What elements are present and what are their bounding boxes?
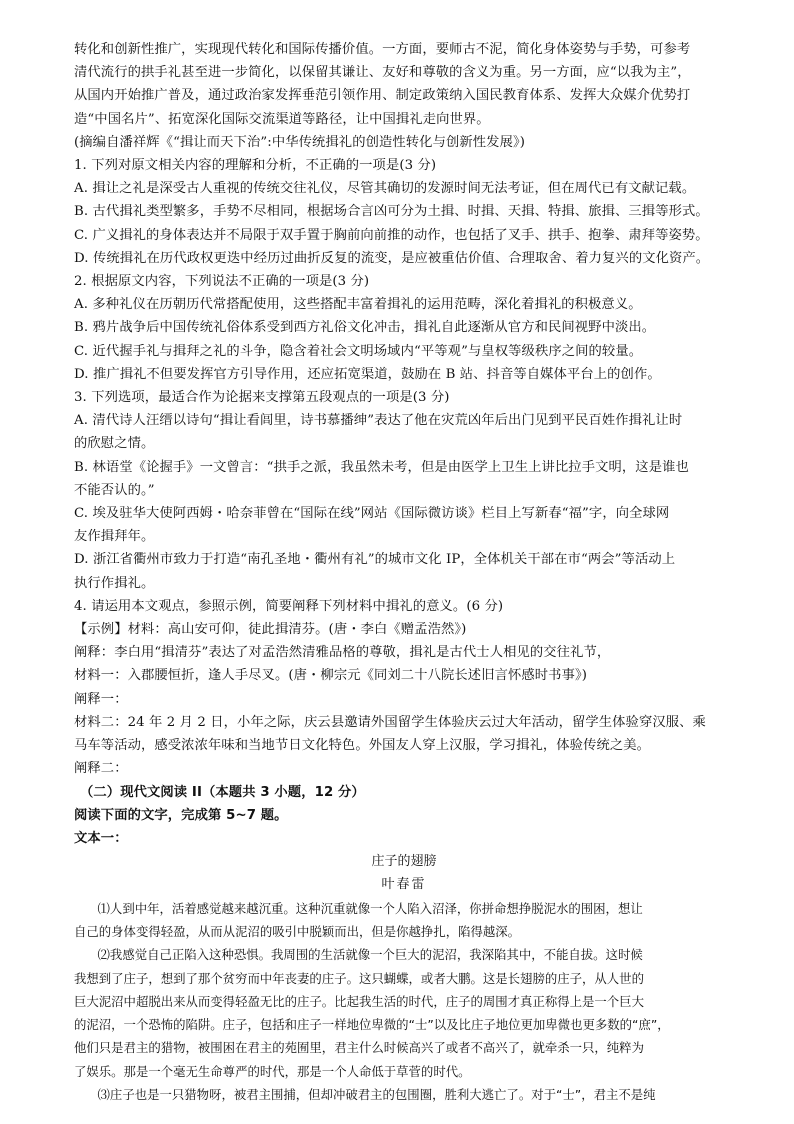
- question-3-option-c: C. 埃及驻华大使阿西姆・哈奈菲曾在“国际在线”网站《国际微访谈》栏目上写新春“福”字，向全球网: [74, 506, 670, 522]
- passage-line: 清代流行的拱手礼甚至进一步简化，以保留其谦让、友好和尊敬的含义为重。另一方面，应“以我为主”，: [74, 65, 691, 81]
- exam-page: [74, 38, 734, 1106]
- question-2-option-a: A. 多种礼仪在历朝历代常搭配使用，这些搭配丰富着揖礼的运用范畴，深化着揖礼的积极意义。: [74, 297, 642, 313]
- story-paragraph-1-cont: 自己的身体变得轻盈，从而从泥沼的吸引中脱颖而出，但是你越挣扎，陷得越深。: [74, 924, 521, 939]
- story-paragraph-1: ⑴人到中年，活着感觉越来越沉重。这种沉重就像一个人陷入沼泽，你拼命想挣脱泥水的围困，想让: [97, 900, 643, 916]
- story-paragraph-2-cont: 的泥沼，一个恐怖的陷阱。庄子，包括和庄子一样地位卑微的“士”以及比庄子地位更加卑微也更多数的“庶”，: [74, 1017, 670, 1033]
- section-heading: （二）现代文阅读 II（本题共 3 小题，12 分）: [80, 784, 365, 800]
- text-label: 文本一：: [74, 830, 128, 846]
- story-paragraph-2: ⑵我感觉自己正陷入这种恐惧。我周围的生活就像一个巨大的泥沼，我深陷其中，不能自拔。这时候: [97, 947, 643, 963]
- question-3-option-d-cont: 执行作揖礼。: [74, 575, 155, 591]
- story-paragraph-2-cont: 了娱乐。那是一个毫无生命尊严的时代，那是一个人命低于草菅的时代。: [74, 1063, 471, 1079]
- passage-line: 转化和创新性推广，实现现代转化和国际传播价值。一方面，要师古不泥，简化身体姿势与手势，可参考: [74, 42, 691, 57]
- question-4-material-1: 材料一：入郡腰恒折，逢人手尽叉。(唐・柳宗元《同刘二十八院长述旧言怀感时书事》): [74, 668, 588, 684]
- question-2-option-b: B. 鸦片战争后中国传统礼俗体系受到西方礼俗文化冲击，揖礼自此逐渐从官方和民间视野中淡出。: [74, 320, 656, 336]
- question-4-example: 【示例】材料：高山安可仰，徒此揖清芬。(唐・李白《赠孟浩然》): [74, 622, 467, 638]
- question-4-example-explanation: 阐释：李白用“揖清芬”表达了对孟浩然清雅品格的尊敬，揖礼是古代士人相见的交往礼节，: [74, 645, 611, 661]
- question-1-stem: 1. 下列对原文相关内容的理解和分析，不正确的一项是(3 分): [74, 158, 437, 174]
- question-3-stem: 3. 下列选项，最适合作为论据来支撑第五段观点的一项是(3 分): [74, 390, 450, 406]
- question-1-option-a: A. 揖让之礼是深受古人重视的传统交往礼仪，尽管其确切的发源时间无法考证，但在周代已有文献记载。: [74, 181, 696, 197]
- question-4-explanation-1: 阐释一：: [74, 691, 128, 707]
- question-3-option-d: D. 浙江省衢州市致力于打造“南孔圣地・衢州有礼”的城市文化 IP，全体机关干部在市“两会”等活动上: [74, 552, 676, 568]
- section-instruction: 阅读下面的文字，完成第 5~7 题。: [74, 807, 288, 823]
- question-1-option-c: C. 广义揖礼的身体表达并不局限于双手置于胸前向前推的动作，也包括了叉手、拱手、抱拳、肃拜等姿势。: [74, 227, 709, 243]
- reading-passage-one: [74, 38, 734, 850]
- passage-line: 造“中国名片”、拓宽深化国际交流渠道等路径，让中国揖礼走向世界。: [74, 111, 490, 127]
- story-paragraph-2-cont: 我想到了庄子，想到了那个贫穷而中年丧妻的庄子。这只蝴蝶，或者大鹏。这是长翅膀的庄子，从人世的: [74, 970, 644, 986]
- question-2-option-c: C. 近代握手礼与揖拜之礼的斗争，隐含着社会文明场域内“平等观”与皇权等级秩序之间的较量。: [74, 343, 643, 359]
- question-2-option-d: D. 推广揖礼不但要发挥官方引导作用，还应拓宽渠道，鼓励在 B 站、抖音等自媒体平台上的创作。: [74, 366, 661, 382]
- question-3-option-a-cont: 的欣慰之情。: [74, 436, 155, 452]
- question-3-option-b: B. 林语堂《论握手》一文曾言：“拱手之派，我虽然未考，但是由医学上卫生上讲比拉手文明，这是谁也: [74, 459, 689, 475]
- story-title: 庄子的翅膀: [371, 854, 437, 870]
- question-1-option-b: B. 古代揖礼类型繁多，手势不尽相同，根据场合言凶可分为土揖、时揖、天揖、特揖、旅揖、三揖等形式。: [74, 204, 709, 220]
- question-2-stem: 2. 根据原文内容，下列说法不正确的一项是(3 分): [74, 274, 370, 290]
- question-4-explanation-2: 阐释二：: [74, 761, 128, 777]
- reading-passage-two: [74, 850, 734, 1106]
- story-paragraph-2-cont: 巨大泥沼中超脱出来从而变得轻盈无比的庄子。比起我生活的时代，庄子的周围才真正称得上是一个巨大: [74, 993, 644, 1009]
- question-3-option-b-cont: 不能否认的。”: [74, 482, 155, 498]
- story-paragraph-2-cont: 他们只是君主的猎物，被围困在君主的苑囿里，君主什么时候高兴了或者不高兴了，就牵杀一只，纯粹为: [74, 1040, 644, 1056]
- question-4-material-2-cont: 马车等活动，感受浓浓年味和当地节日文化特色。外国友人穿上汉服，学习揖礼，体验传统之美。: [74, 738, 651, 754]
- question-4-material-2: 材料二：24 年 2 月 2 日，小年之际，庆云县邀请外国留学生体验庆云过大年活动，留学生体验穿汉服、乘: [74, 714, 706, 730]
- question-3-option-a: A. 清代诗人汪缙以诗句“揖让看闾里，诗书慕播绅”表达了他在灾荒凶年后出门见到平民百姓作揖礼让时: [74, 413, 683, 429]
- question-3-option-c-cont: 友作揖拜年。: [74, 529, 155, 545]
- story-paragraph-3: ⑶庄子也是一只猎物呀，被君主围捕，但却冲破君主的包围圈，胜利大逃亡了。对于“士”，君主不是纯: [97, 1087, 656, 1103]
- question-4-stem: 4. 请运用本文观点，参照示例，简要阐释下列材料中揖礼的意义。(6 分): [74, 598, 504, 614]
- question-1-option-d: D. 传统揖礼在历代政权更迭中经历过曲折反复的流变，是应被重估价值、合理取舍、着力复兴的文化资产。: [74, 250, 710, 266]
- passage-line: 从国内开始推广普及，通过政治家发挥垂范引领作用、制定政策纳入国民教育体系、发挥大众媒介优势打: [74, 88, 691, 104]
- story-author: 叶春雷: [381, 877, 427, 893]
- passage-source: (摘编自潘祥辉《“揖让而天下治”:中华传统揖礼的创造性转化与创新性发展》): [74, 134, 525, 150]
